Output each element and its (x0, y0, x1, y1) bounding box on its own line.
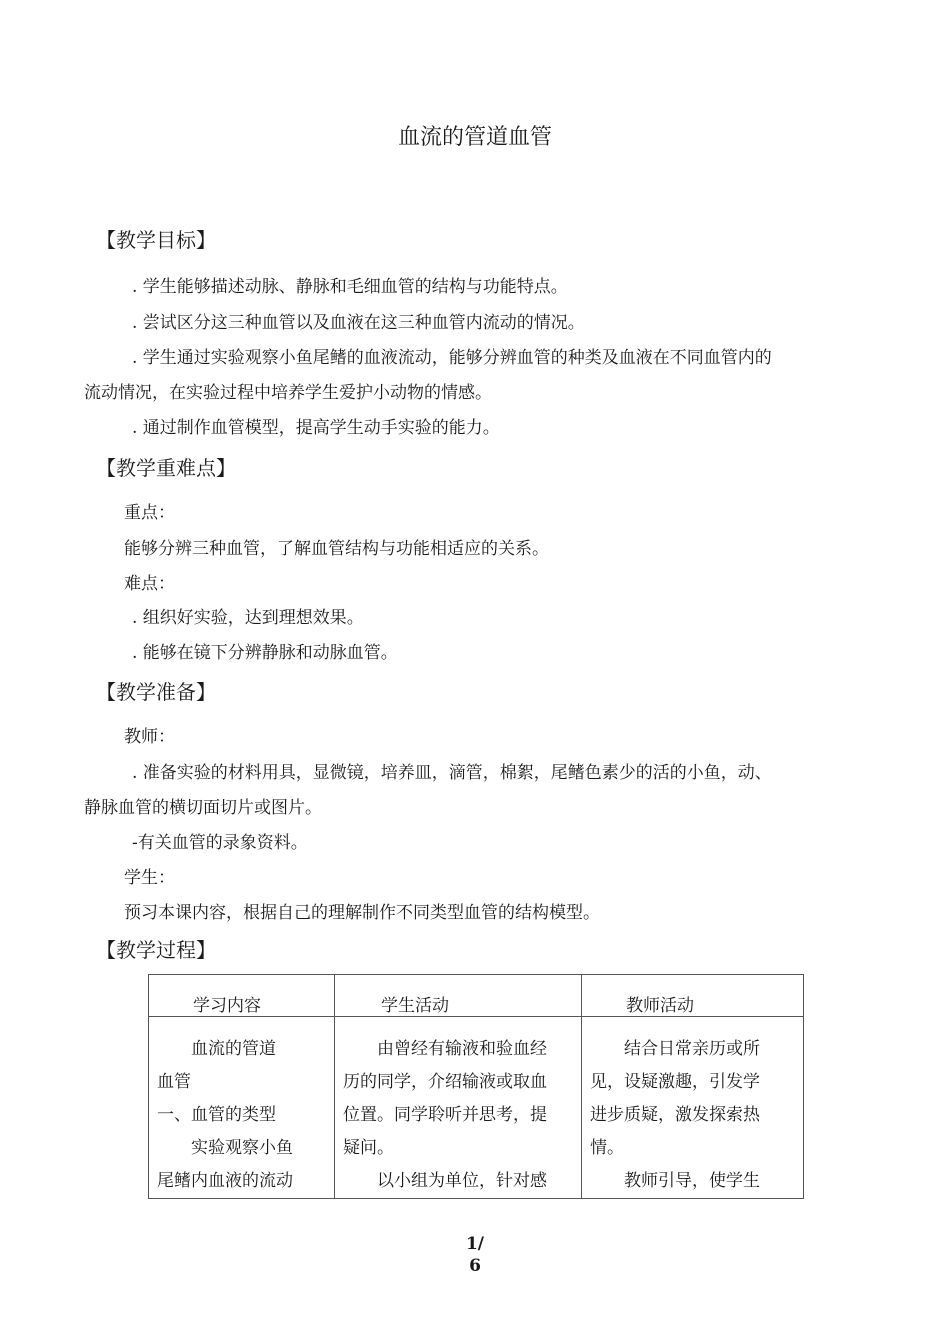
goals-heading: 【教学目标】 (96, 228, 216, 252)
header-learning-content: 学习内容 (149, 975, 335, 1017)
goal-item-1: . 学生能够描述动脉、静脉和毛细血管的结构与功能特点。 (132, 277, 568, 297)
table-header-row (149, 975, 804, 1017)
goal-item-3-continued: 流动情况，在实验过程中培养学生爱护小动物的情感。 (84, 383, 492, 403)
cell-line: 情。 (590, 1138, 624, 1158)
cell-line: 位置。同学聆听并思考，提 (343, 1105, 547, 1125)
cell-line: 见，设疑激趣，引发学 (590, 1072, 760, 1092)
difficult-label: 难点： (124, 574, 175, 594)
cell-line: 由曾经有输液和验血经 (377, 1039, 547, 1059)
header-student-activity: 学生活动 (335, 975, 582, 1017)
teacher-item-1: . 准备实验的材料用具，显微镜，培养皿，滴管，棉絮，尾鳍色素少的活的小鱼，动、 (132, 763, 772, 783)
cell-line: 血管 (157, 1072, 191, 1092)
page-title: 血流的管道血管 (397, 125, 552, 150)
page-number-current: 1/ (465, 1234, 485, 1254)
cell-line: 实验观察小鱼 (191, 1138, 293, 1158)
prep-heading: 【教学准备】 (96, 680, 216, 704)
cell-line: 教师引导，使学生 (624, 1171, 760, 1191)
cell-line: 尾鳍内血液的流动 (157, 1171, 293, 1191)
cell-line: 结合日常亲历或所 (624, 1039, 760, 1059)
header-teacher-activity: 教师活动 (582, 975, 804, 1017)
student-text: 预习本课内容，根据自己的理解制作不同类型血管的结构模型。 (124, 903, 600, 923)
goal-item-3: . 学生通过实验观察小鱼尾鳍的血液流动，能够分辨血管的种类及血液在不同血管内的 (132, 348, 772, 368)
table-row (149, 1017, 804, 1199)
cell-line: 以小组为单位，针对感 (377, 1171, 547, 1191)
difficult-item-1: . 组织好实验，达到理想效果。 (132, 608, 364, 628)
cell-line: 历的同学，介绍输液或取血 (343, 1072, 547, 1092)
key-label: 重点： (124, 503, 175, 523)
cell-line: 血流的管道 (191, 1039, 276, 1059)
cell-line: 进步质疑，激发探索热 (590, 1105, 760, 1125)
cell-learning-content (149, 1017, 335, 1199)
goal-item-2: . 尝试区分这三种血管以及血液在这三种血管内流动的情况。 (132, 313, 585, 333)
cell-line: 疑问。 (343, 1138, 394, 1158)
goal-item-4: . 通过制作血管模型，提高学生动手实验的能力。 (132, 418, 500, 438)
student-label: 学生： (124, 868, 175, 888)
key-text: 能够分辨三种血管，了解血管结构与功能相适应的关系。 (124, 539, 549, 559)
teacher-label: 教师： (124, 727, 175, 747)
difficult-item-2: . 能够在镜下分辨静脉和动脉血管。 (132, 643, 398, 663)
process-heading: 【教学过程】 (96, 938, 216, 962)
process-table (148, 974, 804, 1199)
teacher-item-2: -有关血管的录象资料。 (132, 833, 308, 853)
teacher-item-1-continued: 静脉血管的横切面切片或图片。 (84, 798, 322, 818)
keypoints-heading: 【教学重难点】 (96, 456, 236, 480)
cell-teacher-activity (582, 1017, 804, 1199)
cell-line: 一、血管的类型 (157, 1105, 276, 1125)
page-number-total: 6 (469, 1256, 481, 1276)
cell-student-activity (335, 1017, 582, 1199)
